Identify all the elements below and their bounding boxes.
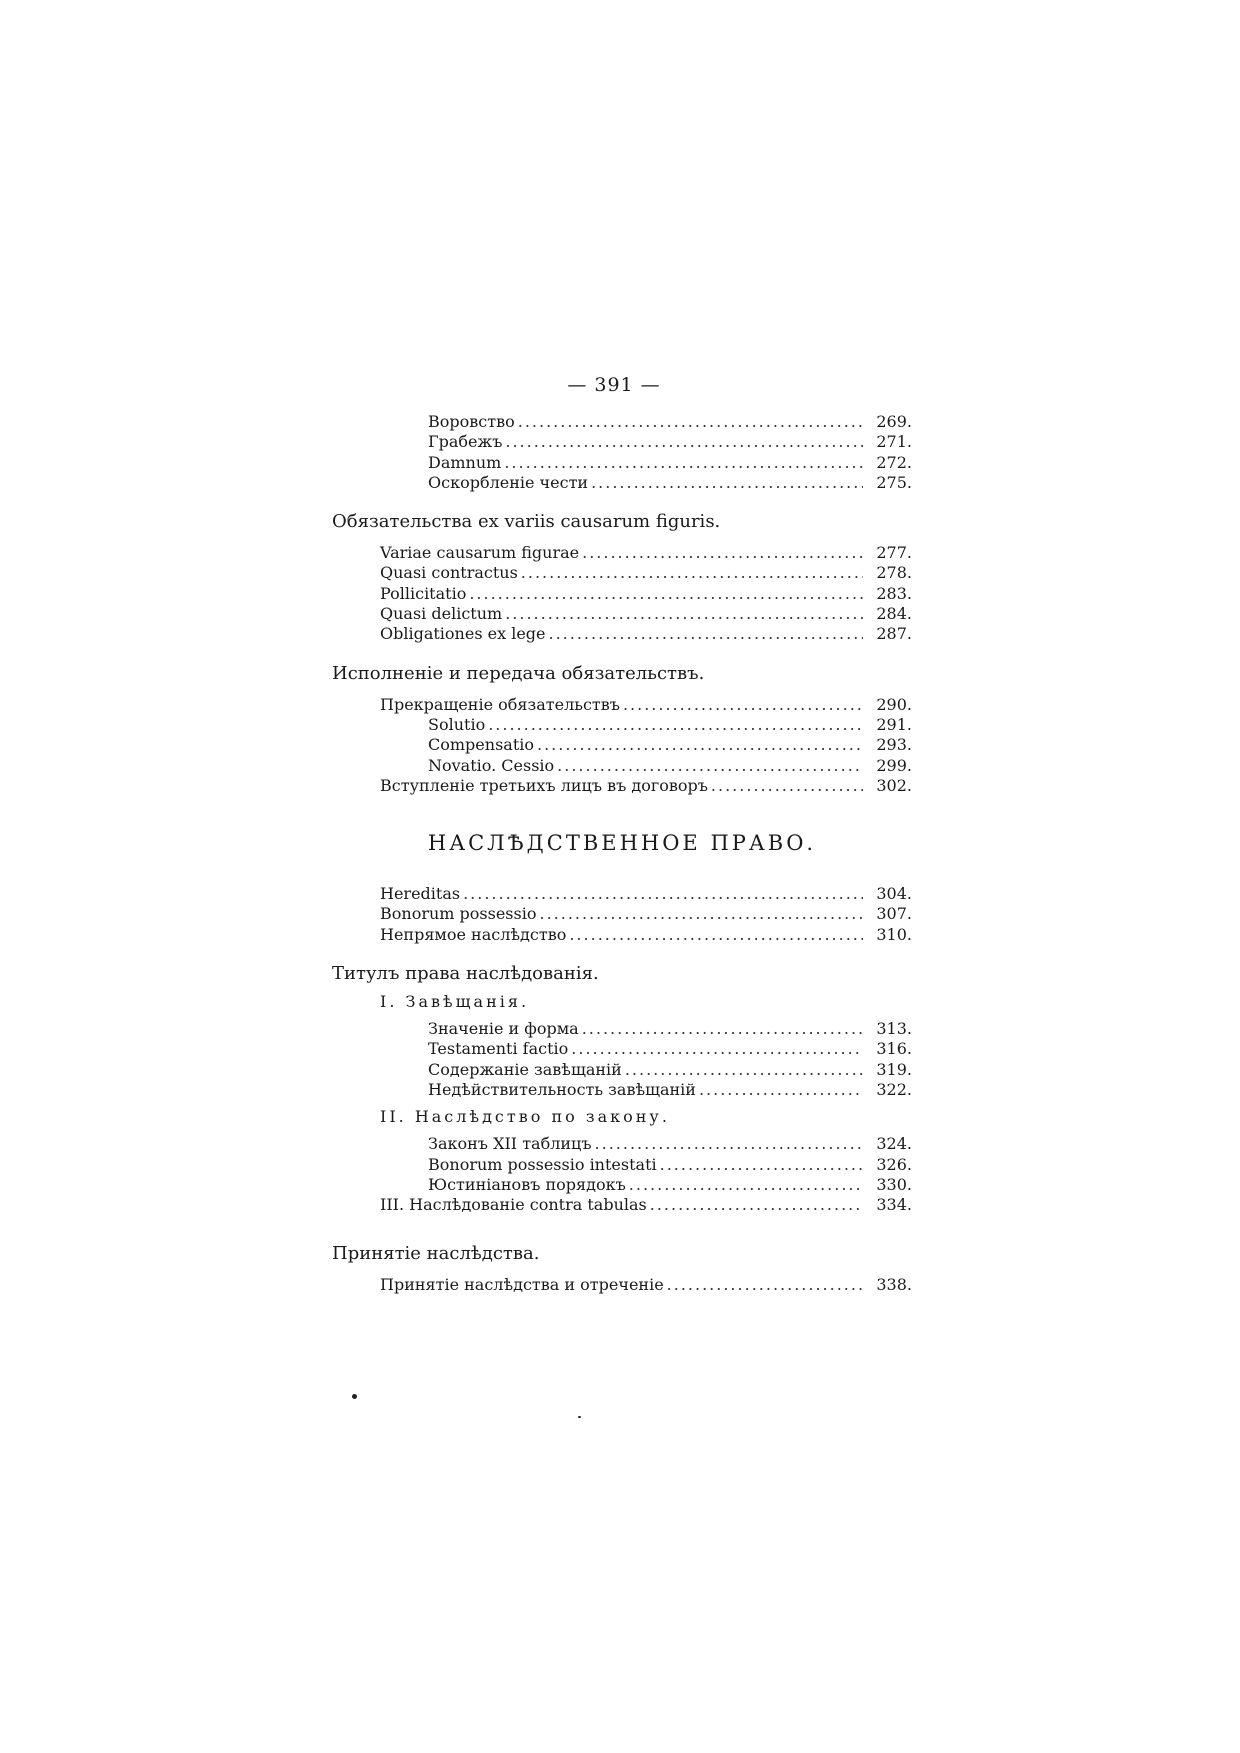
page-ref: 272. <box>876 452 912 472</box>
leader-dots <box>569 925 863 945</box>
toc-group-inheritance <box>332 884 912 945</box>
toc-entry: Bonorum possessio intestati ..... 326. <box>332 1155 912 1175</box>
toc-entry: Значеніе и форма ..... 313. <box>332 1019 912 1039</box>
page-ref: 284. <box>876 604 912 624</box>
toc-entry: Obligationes ex lege ..... 287. <box>332 624 912 644</box>
toc-group-performance <box>332 695 912 796</box>
leader-dots <box>557 756 863 776</box>
page-ref: 307. <box>876 904 912 924</box>
ink-speck <box>352 1394 357 1399</box>
page-ref: 290. <box>876 694 912 714</box>
leader-dots <box>623 695 863 715</box>
leader-dots <box>469 584 863 604</box>
page-ref: 324. <box>876 1134 912 1154</box>
page-ref: 278. <box>876 563 912 583</box>
page-ref: 304. <box>876 884 912 904</box>
toc-entry: Compensatio ..... 293. <box>332 735 912 755</box>
toc-entry: Грабежъ ..... 271. <box>332 432 912 452</box>
section-heading: Обязательства ex variis causarum figuris. <box>332 511 721 533</box>
page-ref: 319. <box>876 1059 912 1079</box>
page-ref: 277. <box>876 543 912 563</box>
page-ref: 302. <box>876 775 912 795</box>
leader-dots <box>582 543 863 563</box>
leader-dots <box>488 715 863 735</box>
toc-entry: Quasi contractus ..... 278. <box>332 563 912 583</box>
toc-entry: Законъ XII таблицъ ..... 324. <box>332 1134 912 1154</box>
page-ref: 271. <box>876 432 912 452</box>
leader-dots <box>505 604 863 624</box>
toc-entry: Solutio ..... 291. <box>332 715 912 735</box>
toc-entry: Вступленіе третьихъ лицъ въ договоръ ..... 302. <box>332 776 912 796</box>
leader-dots <box>571 1039 863 1059</box>
subsection-heading: I. Завѣщанія. <box>380 992 530 1012</box>
leader-dots <box>591 473 863 493</box>
leader-dots <box>505 432 863 452</box>
leader-dots <box>629 1175 863 1195</box>
toc-entry: Bonorum possessio ..... 307. <box>332 904 912 924</box>
page-ref: 330. <box>876 1174 912 1194</box>
page-ref: 338. <box>876 1275 912 1295</box>
page-ref: 269. <box>876 412 912 431</box>
page-ref: 313. <box>876 1019 912 1039</box>
leader-dots <box>595 1134 863 1154</box>
leader-dots <box>539 904 863 924</box>
leader-dots <box>625 1060 863 1080</box>
toc-entry: Оскорбленіе чести ..... 275. <box>332 473 912 493</box>
section-heading: Исполненіе и передача обязательствъ. <box>332 662 705 684</box>
leader-dots <box>582 1019 863 1039</box>
page-number: — 391 — <box>567 374 661 396</box>
toc-entry: Hereditas ..... 304. <box>332 884 912 904</box>
ink-speck <box>578 1416 581 1418</box>
section-heading: Принятіе наслѣдства. <box>332 1243 540 1265</box>
toc-entry: Принятіе наслѣдства и отреченіе ..... 338. <box>332 1275 912 1295</box>
leader-dots <box>463 884 863 904</box>
toc-entry: Воровство ..... 269. <box>332 412 912 432</box>
toc-entry: Quasi delictum ..... 284. <box>332 604 912 624</box>
leader-dots <box>711 776 863 796</box>
leader-dots <box>699 1080 863 1100</box>
page-ref: 293. <box>876 735 912 755</box>
toc-entry: Содержаніе завѣщаній ..... 319. <box>332 1060 912 1080</box>
toc-entry: Юстиніановъ порядокъ ..... 330. <box>332 1175 912 1195</box>
leader-dots <box>650 1195 863 1215</box>
leader-dots <box>521 563 863 583</box>
page-ref: 334. <box>876 1195 912 1215</box>
subsection-heading: II. Наслѣдство по закону. <box>380 1107 670 1127</box>
toc-entry: Testamenti factio ..... 316. <box>332 1039 912 1059</box>
toc-group-delicts <box>332 412 912 493</box>
page-ref: 310. <box>876 924 912 944</box>
leader-dots <box>518 412 863 432</box>
page-ref: 291. <box>876 714 912 734</box>
page-ref: 287. <box>876 624 912 644</box>
part-title: НАСЛѢДСТВЕННОЕ ПРАВО. <box>427 831 817 856</box>
toc-entry: Variae causarum figurae ..... 277. <box>332 543 912 563</box>
toc-entry: III. Наслѣдованіе contra tabulas ..... 334. <box>332 1195 912 1215</box>
toc-entry: Pollicitatio ..... 283. <box>332 584 912 604</box>
toc-group-intestate <box>332 1134 912 1215</box>
toc-group-wills <box>332 1019 912 1100</box>
page-ref: 299. <box>876 755 912 775</box>
toc-entry: Damnum ..... 272. <box>332 453 912 473</box>
toc-group-acceptance <box>332 1275 912 1295</box>
leader-dots <box>537 735 863 755</box>
section-heading: Титулъ права наслѣдованія. <box>332 963 599 985</box>
toc-entry: Прекращеніе обязательствъ ..... 290. <box>332 695 912 715</box>
leader-dots <box>549 624 864 644</box>
leader-dots <box>504 453 863 473</box>
leader-dots <box>660 1155 863 1175</box>
toc-group-obligations-various <box>332 543 912 644</box>
toc-entry: Novatio. Cessio ..... 299. <box>332 756 912 776</box>
page-ref: 326. <box>876 1154 912 1174</box>
page-ref: 316. <box>876 1039 912 1059</box>
page-ref: 322. <box>876 1079 912 1099</box>
leader-dots <box>667 1275 863 1295</box>
page-ref: 283. <box>876 583 912 603</box>
toc-entry: Недѣйствительность завѣщаній ..... 322. <box>332 1080 912 1100</box>
toc-entry: Непрямое наслѣдство ..... 310. <box>332 925 912 945</box>
page-ref: 275. <box>876 472 912 492</box>
table-of-contents <box>332 412 912 1296</box>
